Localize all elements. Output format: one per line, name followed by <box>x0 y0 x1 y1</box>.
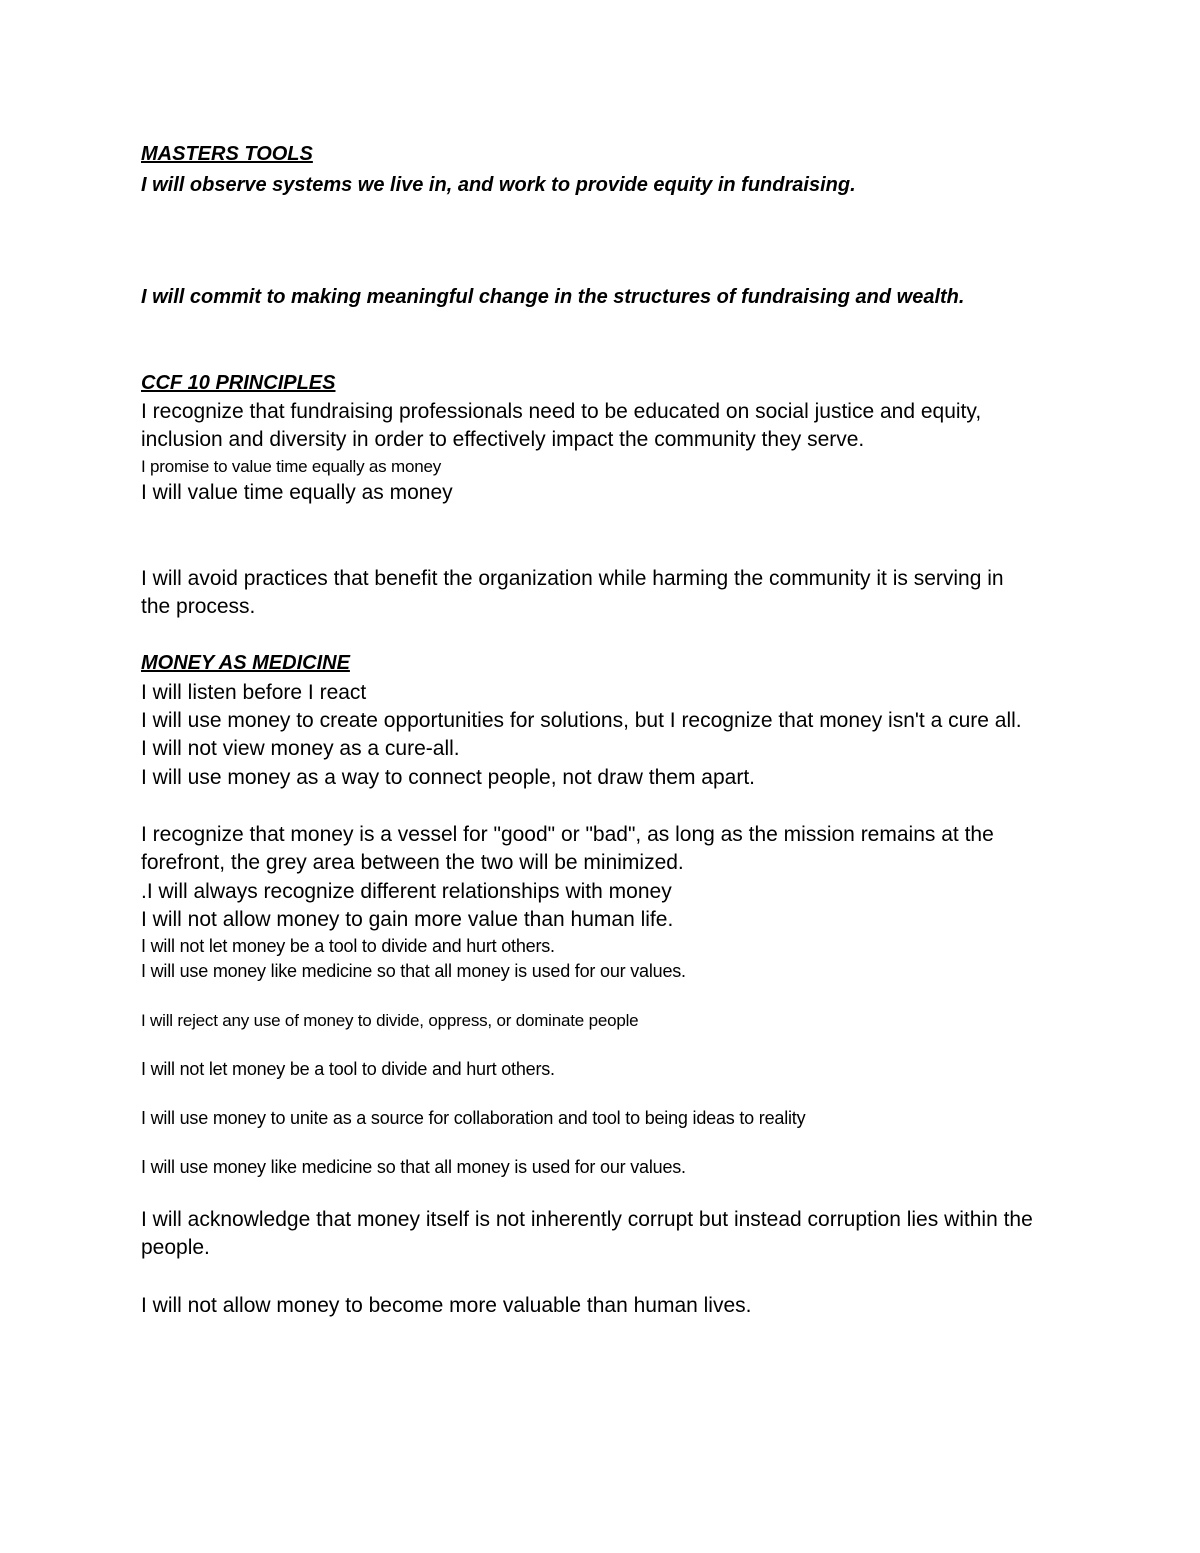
masters-tools-line-1: I will observe systems we live in, and work to provide equity in fundraising. <box>141 174 856 196</box>
money-line-9: I will not let money be a tool to divide and hurt others. <box>141 936 555 956</box>
section-heading-masters-tools: MASTERS TOOLS <box>141 143 313 165</box>
masters-tools-line-2: I will commit to making meaningful change in the structures of fundraising and wealth. <box>141 286 965 308</box>
section-heading-ccf-principles: CCF 10 PRINCIPLES <box>141 372 336 394</box>
money-line-17: I will not allow money to become more valuable than human lives. <box>141 1294 752 1317</box>
money-line-2: I will use money to create opportunities for solutions, but I recognize that money isn't a cure all. <box>141 709 1022 732</box>
money-line-10: I will use money like medicine so that all money is used for our values. <box>141 961 686 981</box>
money-line-4: I will use money as a way to connect people, not draw them apart. <box>141 766 755 789</box>
ccf-line-1: I recognize that fundraising professionals need to be educated on social justice and equity, <box>141 400 982 423</box>
money-line-6: forefront, the grey area between the two will be minimized. <box>141 851 684 874</box>
money-line-11: I will reject any use of money to divide, oppress, or dominate people <box>141 1011 639 1030</box>
money-line-1: I will listen before I react <box>141 681 367 704</box>
money-line-14: I will use money like medicine so that all money is used for our values. <box>141 1157 686 1177</box>
money-line-7: .I will always recognize different relationships with money <box>141 880 672 903</box>
ccf-line-3: I promise to value time equally as money <box>141 457 442 476</box>
money-line-12: I will not let money be a tool to divide and hurt others. <box>141 1059 555 1079</box>
ccf-line-5: I will avoid practices that benefit the organization while harming the community it is serving in <box>141 567 1004 590</box>
money-line-8: I will not allow money to gain more value than human life. <box>141 908 674 931</box>
ccf-line-2: inclusion and diversity in order to effectively impact the community they serve. <box>141 428 865 451</box>
money-line-13: I will use money to unite as a source for collaboration and tool to being ideas to reality <box>141 1108 806 1128</box>
money-line-3: I will not view money as a cure-all. <box>141 737 460 760</box>
money-line-5: I recognize that money is a vessel for "good" or "bad", as long as the mission remains at the <box>141 823 994 846</box>
money-line-15: I will acknowledge that money itself is not inherently corrupt but instead corruption lies within the <box>141 1208 1033 1231</box>
money-line-16: people. <box>141 1236 210 1259</box>
section-heading-money-as-medicine: MONEY AS MEDICINE <box>141 652 350 674</box>
ccf-line-4: I will value time equally as money <box>141 481 453 504</box>
ccf-line-6: the process. <box>141 595 256 618</box>
